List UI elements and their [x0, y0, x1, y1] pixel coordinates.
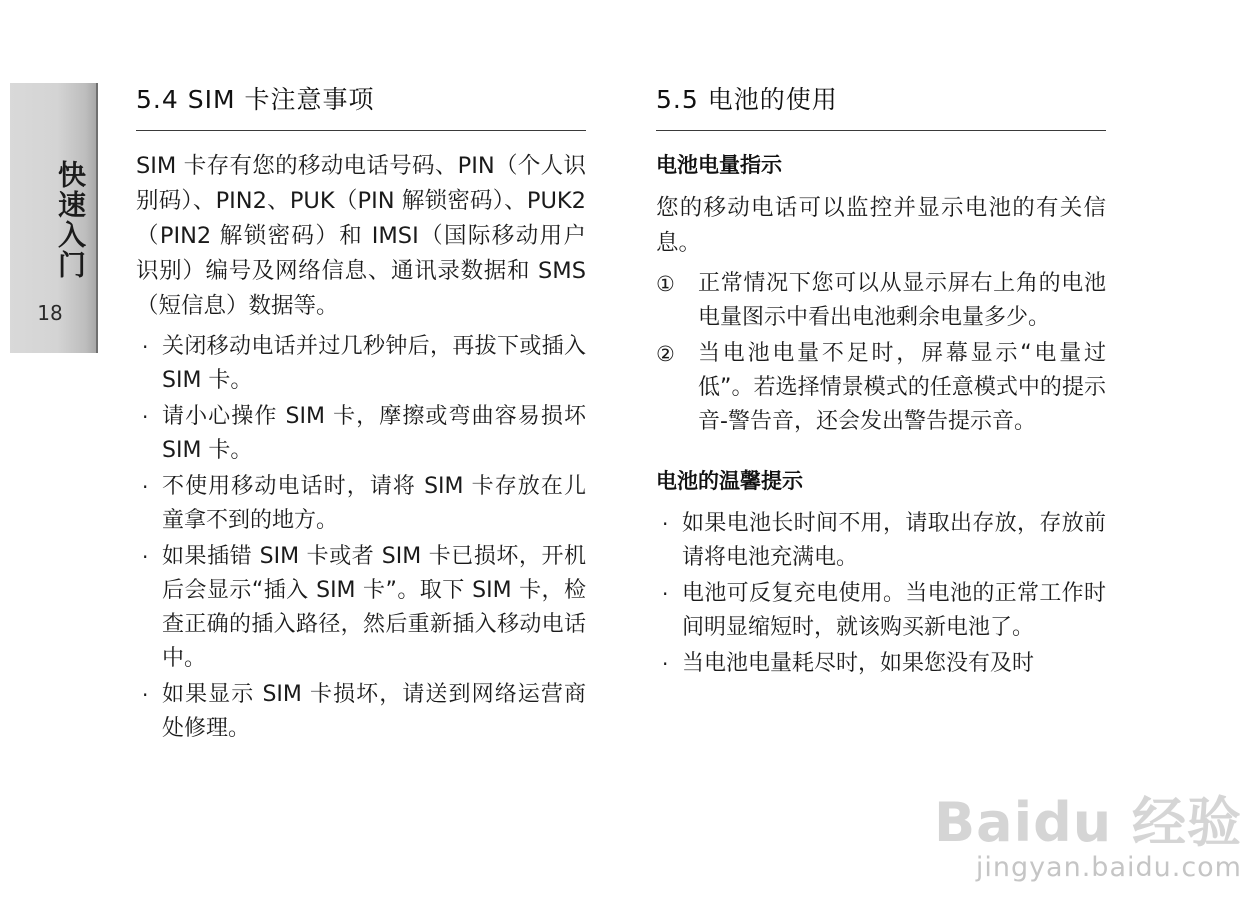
right-column: [656, 80, 1106, 748]
bullet-dot-icon: ·: [662, 512, 669, 536]
page-body: [136, 80, 1226, 748]
list-item: [656, 507, 1106, 575]
bullet-dot-icon: ·: [662, 582, 669, 606]
bullet-dot-icon: ·: [142, 335, 149, 359]
battery-indicator-paragraph: 您的移动电话可以监控并显示电池的有关信息。: [656, 195, 1106, 256]
list-item: [136, 540, 586, 676]
list-item-text: 如果插错 SIM 卡或者 SIM 卡已损坏，开机后会显示“插入 SIM 卡”。取下 SIM 卡，检查正确的插入路径，然后重新插入移动电话中。: [162, 544, 586, 671]
watermark-main-text: Baidu 经验: [933, 791, 1242, 854]
list-item-text: 请小心操作 SIM 卡，摩擦或弯曲容易损坏 SIM 卡。: [162, 404, 586, 463]
list-item-text: 电池可反复充电使用。当电池的正常工作时间明显缩短时，就该购买新电池了。: [682, 581, 1106, 640]
list-item-text: 正常情况下您可以从显示屏右上角的电池电量图示中看出电池剩余电量多少。: [698, 271, 1106, 330]
watermark: [933, 791, 1242, 884]
circled-number-2-icon: ②: [656, 342, 675, 366]
list-item: [656, 267, 1106, 335]
page-number: 18: [37, 301, 63, 325]
bullet-dot-icon: ·: [142, 683, 149, 707]
list-item: [136, 330, 586, 398]
list-item: [136, 678, 586, 746]
bullet-dot-icon: ·: [142, 405, 149, 429]
list-item: [656, 577, 1106, 645]
section-divider-left: [136, 130, 586, 131]
chapter-tab-label: 快速入门: [54, 160, 87, 280]
list-item-text: 当电池电量不足时，屏幕显示“电量过低”。若选择情景模式的任意模式中的提示音-警告音，还会发出警告提示音。: [698, 341, 1106, 434]
list-item-text: 如果显示 SIM 卡损坏，请送到网络运营商处修理。: [162, 682, 586, 741]
sim-notes-list: [136, 330, 586, 746]
list-item: [656, 337, 1106, 439]
subsection-title-battery-indicator: 电池电量指示: [656, 153, 782, 177]
list-item: [656, 647, 1106, 681]
sim-intro-paragraph: SIM 卡存有您的移动电话号码、PIN（个人识别码）、PIN2、PUK（PIN 解锁密码）、PUK2（PIN2 解锁密码）和 IMSI（国际移动用户识别）编号及网络信息、通讯录数据和 SMS（短信息）数据等。: [136, 153, 586, 319]
left-column: [136, 80, 586, 748]
subsection-title-battery-tips: 电池的温馨提示: [656, 469, 803, 493]
list-item-text: 如果电池长时间不用，请取出存放，存放前请将电池充满电。: [682, 511, 1106, 570]
list-item-text: 不使用移动电话时，请将 SIM 卡存放在儿童拿不到的地方。: [162, 474, 586, 533]
bullet-dot-icon: ·: [142, 475, 149, 499]
chapter-tab: [10, 83, 98, 353]
watermark-url-text: jingyan.baidu.com: [975, 852, 1242, 883]
list-item: [136, 470, 586, 538]
section-title-5-5: 5.5 电池的使用: [656, 85, 838, 114]
section-title-5-4: 5.4 SIM 卡注意事项: [136, 85, 375, 114]
list-item-text: 关闭移动电话并过几秒钟后，再拔下或插入 SIM 卡。: [162, 334, 586, 393]
section-divider-right: [656, 130, 1106, 131]
bullet-dot-icon: ·: [662, 652, 669, 676]
battery-indicator-numbered-list: [656, 267, 1106, 439]
list-item: [136, 400, 586, 468]
bullet-dot-icon: ·: [142, 545, 149, 569]
circled-number-1-icon: ①: [656, 272, 675, 296]
list-item-text: 当电池电量耗尽时，如果您没有及时: [682, 651, 1035, 676]
battery-tips-list: [656, 507, 1106, 681]
